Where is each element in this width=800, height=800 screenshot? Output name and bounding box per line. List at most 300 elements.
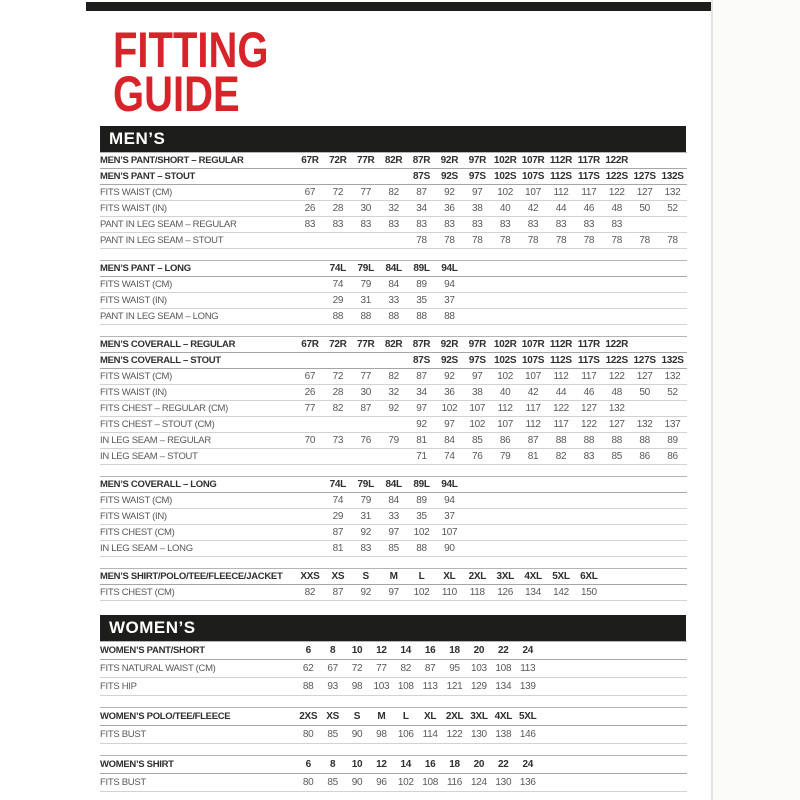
size-code-cell: L [418,571,425,582]
measurement-cell: 98 [376,729,387,740]
measurement-cell: 83 [527,219,539,230]
size-code-cell: 2XL [468,571,487,582]
size-table [100,568,687,601]
size-code-cell: 6 [305,759,311,770]
measurement-cell: 29 [332,511,344,522]
size-table [100,476,687,557]
measurement-cell: 108 [495,663,512,674]
row-label: FITS CHEST (CM) [100,527,175,538]
measurement-cell: 127 [636,187,653,198]
row-label: MEN’S PANT – LONG [100,263,191,274]
measurement-cell: 122 [580,419,597,430]
size-code-cell: 97S [468,355,486,366]
measurement-cell: 78 [611,235,622,246]
row-label: WOMEN’S SHIRT [100,759,174,770]
measurement-cell: 84 [388,279,399,290]
measurement-cell: 88 [388,311,399,322]
row-label: MEN’S COVERALL – STOUT [100,355,221,366]
section-header-womens: WOMEN’S [100,615,686,641]
size-code-cell: 107R [521,155,545,166]
measurement-cell: 132 [636,419,653,430]
measurement-cell: 83 [416,219,427,230]
measurement-cell: 31 [360,295,371,306]
measurement-cell: 97 [444,419,455,430]
size-code-cell: 117R [577,155,600,166]
measurement-cell: 89 [416,495,427,506]
size-code-cell: 122R [605,155,629,166]
measurement-cell: 88 [555,435,567,446]
measurement-cell: 78 [583,235,595,246]
measurement-cell: 67 [327,663,338,674]
measurement-cell: 86 [499,435,511,446]
measurement-cell: 72 [332,187,344,198]
size-code-cell: XL [443,571,456,582]
row-label: MEN’S COVERALL – LONG [100,479,217,490]
section-header-mens: MEN’S [100,126,686,152]
measurement-cell: 77 [360,371,371,382]
size-table [100,336,687,465]
table-row [100,449,687,465]
measurement-cell: 34 [416,203,427,214]
measurement-cell: 85 [327,729,338,740]
table-row [100,217,687,233]
size-table [100,755,687,792]
measurement-cell: 52 [667,387,678,398]
measurement-cell: 107 [525,187,541,198]
size-code-cell: 18 [449,645,460,656]
table-row [100,401,687,417]
measurement-cell: 97 [416,403,427,414]
measurement-cell: 93 [327,681,338,692]
measurement-cell: 80 [302,777,314,788]
measurement-cell: 102 [441,403,458,414]
size-table [100,641,687,696]
measurement-cell: 136 [519,777,536,788]
size-code-cell: 87R [412,339,431,350]
size-code-cell: S [362,571,369,582]
measurement-cell: 94 [444,279,455,290]
measurement-cell: 26 [304,387,316,398]
measurement-cell: 88 [416,543,427,554]
measurement-cell: 146 [519,729,536,740]
measurement-cell: 50 [639,387,650,398]
size-header-row [100,337,687,353]
measurement-cell: 127 [580,403,597,414]
size-code-cell: 102S [494,355,517,366]
table-row [100,493,687,509]
measurement-cell: 80 [302,729,314,740]
page-right-edge [711,0,713,800]
measurement-cell: 34 [416,387,427,398]
measurement-cell: 83 [611,219,622,230]
row-label: MEN’S COVERALL – REGULAR [100,339,236,350]
womens-size-tables [100,641,687,792]
measurement-cell: 92 [444,187,455,198]
measurement-cell: 86 [639,451,650,462]
measurement-cell: 78 [639,235,650,246]
measurement-cell: 76 [360,435,371,446]
measurement-cell: 112 [497,403,513,414]
size-code-cell: 20 [473,759,485,770]
measurement-cell: 32 [388,387,399,398]
measurement-cell: 82 [388,371,399,382]
table-row [100,774,687,792]
measurement-cell: 77 [376,663,387,674]
measurement-cell: 102 [497,371,514,382]
size-code-cell: 67R [301,155,319,166]
measurement-cell: 35 [416,295,427,306]
size-code-cell: 107S [521,355,545,366]
size-code-cell: 117R [577,339,600,350]
measurement-cell: 122 [446,729,463,740]
size-code-cell: 102S [494,171,517,182]
measurement-cell: 62 [302,663,314,674]
measurement-cell: 88 [639,435,650,446]
measurement-cell: 79 [360,495,371,506]
size-code-cell: 102R [493,155,517,166]
measurement-cell: 92 [388,403,399,414]
size-code-cell: 2XS [299,711,318,722]
measurement-cell: 102 [413,527,430,538]
measurement-cell: 72 [332,371,344,382]
size-code-cell: 127S [633,171,656,182]
measurement-cell: 139 [519,681,536,692]
size-code-cell: 87S [413,171,430,182]
size-code-cell: 112S [550,171,572,182]
measurement-cell: 134 [525,587,541,598]
size-code-cell: 6XL [580,571,598,582]
measurement-cell: 88 [302,681,314,692]
measurement-cell: 82 [388,187,399,198]
measurement-cell: 82 [332,403,344,414]
size-code-cell: 4XL [494,711,513,722]
table-row [100,726,687,744]
measurement-cell: 87 [527,435,539,446]
size-code-cell: 16 [424,759,436,770]
size-code-cell: 14 [400,759,412,770]
measurement-cell: 87 [332,527,344,538]
row-label: FITS WAIST (CM) [100,187,173,198]
measurement-cell: 48 [611,387,622,398]
measurement-cell: 110 [441,587,457,598]
row-label: IN LEG SEAM – REGULAR [100,435,211,446]
measurement-cell: 87 [332,587,344,598]
measurement-cell: 107 [469,403,486,414]
size-code-cell: 12 [376,645,387,656]
size-code-cell: XS [326,711,339,722]
page-title-line2: GUIDE [113,66,240,122]
measurement-cell: 83 [388,219,399,230]
row-label: PANT IN LEG SEAM – REGULAR [100,219,237,230]
size-code-cell: 22 [498,645,509,656]
size-code-cell: 84L [385,263,402,274]
measurement-cell: 70 [304,435,316,446]
measurement-cell: 138 [495,729,512,740]
size-code-cell: 67R [301,339,319,350]
size-code-cell: 94L [441,479,458,490]
size-table [100,260,687,325]
measurement-cell: 107 [525,371,541,382]
row-label: MEN’S PANT/SHORT – REGULAR [100,155,244,166]
size-code-cell: 5XL [518,711,537,722]
measurement-cell: 95 [449,663,460,674]
measurement-cell: 52 [667,203,678,214]
size-code-cell: XXS [300,571,320,582]
size-code-cell: 8 [329,645,336,656]
measurement-cell: 67 [304,371,316,382]
row-label: FITS BUST [100,729,146,740]
row-label: PANT IN LEG SEAM – LONG [100,311,219,322]
size-code-cell: 5XL [552,571,570,582]
measurement-cell: 137 [664,419,681,430]
measurement-cell: 77 [360,187,371,198]
size-code-cell: 74L [329,263,346,274]
size-code-cell: 24 [522,759,533,770]
size-code-cell: 77R [357,339,375,350]
table-row [100,417,687,433]
page-right-margin [713,0,800,800]
measurement-cell: 79 [360,279,371,290]
measurement-cell: 126 [497,587,514,598]
measurement-cell: 26 [304,203,316,214]
row-label: IN LEG SEAM – LONG [100,543,193,554]
size-code-cell: 89L [413,479,430,490]
measurement-cell: 29 [332,295,344,306]
measurement-cell: 88 [611,435,622,446]
row-label: MEN’S PANT – STOUT [100,171,196,182]
measurement-cell: 81 [416,435,427,446]
measurement-cell: 83 [583,451,595,462]
table-row [100,293,687,309]
size-code-cell: 97R [468,155,487,166]
measurement-cell: 107 [497,419,514,430]
size-header-row [100,261,687,277]
size-code-cell: 92R [440,155,459,166]
measurement-cell: 83 [472,219,483,230]
page-content [100,24,687,792]
measurement-cell: 97 [388,527,399,538]
measurement-cell: 85 [611,451,622,462]
measurement-cell: 129 [471,681,487,692]
measurement-cell: 72 [351,663,363,674]
measurement-cell: 78 [527,235,539,246]
measurement-cell: 83 [555,219,567,230]
measurement-cell: 117 [581,371,597,382]
size-code-cell: 112S [550,355,572,366]
measurement-cell: 88 [360,311,371,322]
measurement-cell: 83 [583,219,595,230]
measurement-cell: 79 [499,451,511,462]
size-code-cell: 117S [578,171,600,182]
size-header-row [100,756,687,774]
size-code-cell: 16 [424,645,436,656]
size-code-cell: 122S [605,355,628,366]
size-code-cell: 132S [661,355,684,366]
measurement-cell: 78 [667,235,678,246]
measurement-cell: 113 [422,681,438,692]
measurement-cell: 108 [397,681,414,692]
measurement-cell: 114 [422,729,438,740]
measurement-cell: 38 [472,387,483,398]
size-code-cell: 112R [549,339,573,350]
row-label: FITS BUST [100,777,146,788]
size-code-cell: M [389,571,398,582]
size-code-cell: 22 [498,759,509,770]
table-row [100,541,687,557]
size-code-cell: 84L [385,479,402,490]
measurement-cell: 87 [424,663,436,674]
measurement-cell: 35 [416,511,427,522]
row-label: FITS WAIST (IN) [100,203,167,214]
measurement-cell: 121 [446,681,463,692]
size-code-cell: 107R [521,339,545,350]
measurement-cell: 46 [583,203,595,214]
size-code-cell: 97S [468,171,486,182]
size-code-cell: 132S [661,171,684,182]
measurement-cell: 142 [553,587,569,598]
row-label: IN LEG SEAM – STOUT [100,451,198,462]
measurement-cell: 83 [304,219,316,230]
row-label: MEN’S SHIRT/POLO/TEE/FLEECE/JACKET [100,571,283,582]
measurement-cell: 117 [553,419,569,430]
measurement-cell: 28 [332,387,344,398]
measurement-cell: 78 [555,235,567,246]
size-code-cell: 12 [376,759,387,770]
table-row [100,525,687,541]
measurement-cell: 48 [611,203,622,214]
table-row [100,185,687,201]
row-label: FITS CHEST – REGULAR (CM) [100,403,228,414]
measurement-cell: 86 [667,451,678,462]
measurement-cell: 127 [608,419,625,430]
row-label: WOMEN’S POLO/TEE/FLEECE [100,711,231,722]
size-header-row [100,708,687,726]
measurement-cell: 82 [555,451,567,462]
row-label: FITS WAIST (CM) [100,279,173,290]
size-code-cell: 18 [449,759,460,770]
measurement-cell: 42 [527,387,539,398]
row-label: FITS WAIST (IN) [100,387,167,398]
measurement-cell: 78 [499,235,511,246]
measurement-cell: 130 [471,729,487,740]
measurement-cell: 50 [639,203,650,214]
measurement-cell: 92 [360,587,371,598]
measurement-cell: 71 [416,451,427,462]
measurement-cell: 74 [332,279,344,290]
measurement-cell: 38 [472,203,483,214]
measurement-cell: 90 [444,543,455,554]
measurement-cell: 85 [327,777,338,788]
size-code-cell: 8 [329,759,336,770]
size-code-cell: 14 [400,645,412,656]
measurement-cell: 85 [472,435,483,446]
size-code-cell: 97R [468,339,487,350]
measurement-cell: 107 [441,527,458,538]
measurement-cell: 44 [555,203,567,214]
measurement-cell: 30 [360,387,371,398]
measurement-cell: 117 [525,403,541,414]
measurement-cell: 87 [416,187,427,198]
row-label: FITS NATURAL WAIST (CM) [100,663,216,674]
measurement-cell: 88 [416,311,427,322]
size-code-cell: S [353,711,361,722]
table-row [100,678,687,696]
measurement-cell: 132 [664,187,681,198]
row-label: FITS WAIST (CM) [100,495,173,506]
measurement-cell: 89 [667,435,678,446]
size-table [100,707,687,744]
size-code-cell: 74L [329,479,346,490]
table-row [100,585,687,601]
measurement-cell: 122 [553,403,569,414]
measurement-cell: 81 [527,451,539,462]
measurement-cell: 77 [304,403,316,414]
table-row [100,660,687,678]
size-code-cell: 117S [578,355,600,366]
size-code-cell: L [402,711,409,722]
measurement-cell: 132 [608,403,625,414]
size-code-cell: 72R [329,339,347,350]
page-title-line1: FITTING [113,22,269,78]
measurement-cell: 108 [422,777,439,788]
measurement-cell: 96 [376,777,387,788]
measurement-cell: 92 [360,527,371,538]
measurement-cell: 127 [636,371,653,382]
measurement-cell: 46 [583,387,595,398]
measurement-cell: 90 [351,777,363,788]
size-code-cell: 20 [473,645,485,656]
table-row [100,309,687,325]
measurement-cell: 37 [444,511,455,522]
table-row [100,201,687,217]
measurement-cell: 36 [444,387,455,398]
size-table [100,152,687,249]
measurement-cell: 87 [416,371,427,382]
measurement-cell: 74 [444,451,455,462]
row-label: FITS CHEST – STOUT (CM) [100,419,215,430]
table-row [100,433,687,449]
size-code-cell: 3XL [470,711,488,722]
measurement-cell: 102 [497,187,514,198]
measurement-cell: 124 [471,777,487,788]
measurement-cell: 32 [388,203,399,214]
size-code-cell: 6 [305,645,311,656]
measurement-cell: 130 [495,777,512,788]
measurement-cell: 92 [444,371,455,382]
size-code-cell: 82R [384,339,403,350]
measurement-cell: 87 [360,403,371,414]
measurement-cell: 67 [304,187,316,198]
size-header-row [100,569,687,585]
size-code-cell: M [377,711,386,722]
size-code-cell: XS [331,571,345,582]
size-code-cell: 77R [357,155,375,166]
row-label: FITS HIP [100,681,137,692]
size-header-row [100,153,687,169]
measurement-cell: 78 [444,235,455,246]
measurement-cell: 42 [527,203,539,214]
size-code-cell: 92R [440,339,459,350]
measurement-cell: 98 [351,681,363,692]
table-row [100,277,687,293]
table-row [100,233,687,249]
measurement-cell: 78 [416,235,427,246]
measurement-cell: 83 [360,219,371,230]
measurement-cell: 97 [388,587,399,598]
size-code-cell: 92S [440,171,458,182]
size-code-cell: 3XL [496,571,514,582]
measurement-cell: 112 [553,371,569,382]
